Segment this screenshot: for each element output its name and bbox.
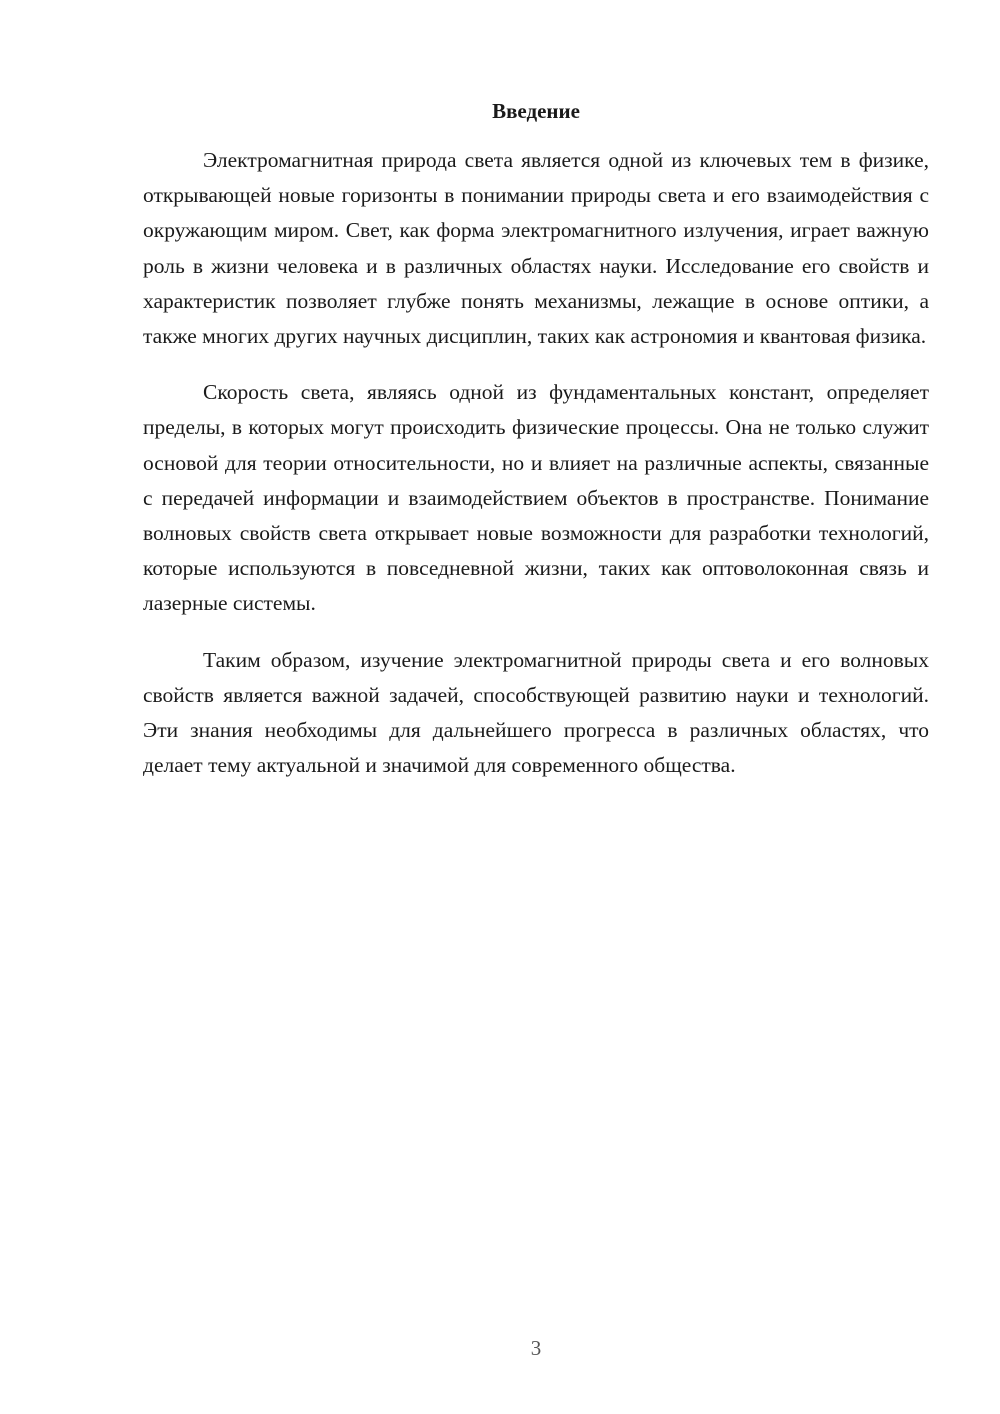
paragraph-3: Таким образом, изучение электромагнитной природы света и его волновых свойств является важной задачей, способствующей развитию науки и технологий. Эти знания необходимы для дальнейшего прогресса в различных областях, что делает тему актуальной и значимой для современного общества. (143, 647, 929, 778)
paragraph-1: Электромагнитная природа света является одной из ключевых тем в физике, открывающей новые горизонты в понимании природы света и его взаимодействия с окружающим миром. Свет, как форма электромагнитного излучения, играет важную роль в жизни человека и в различных областях науки. Исследование его свойств и характеристик позволяет глубже понять механизмы, лежащие в основе оптики, а также многих других научных дисциплин, таких как астрономия и квантовая физика. (143, 148, 929, 349)
section-heading: Введение (492, 99, 580, 123)
page-number: 3 (530, 1336, 542, 1360)
body-text (143, 143, 929, 804)
paragraph-2: Скорость света, являясь одной из фундаментальных констант, определяет пределы, в которых могут происходить физические процессы. Она не только служит основой для теории относительности, но и влияет на различные аспекты, связанные с передачей информации и взаимодействием объектов в пространстве. Понимание волновых свойств света открывает новые возможности для разработки технологий, которые используются в повседневной жизни, таких как оптоволоконная связь и лазерные системы. (143, 380, 929, 616)
